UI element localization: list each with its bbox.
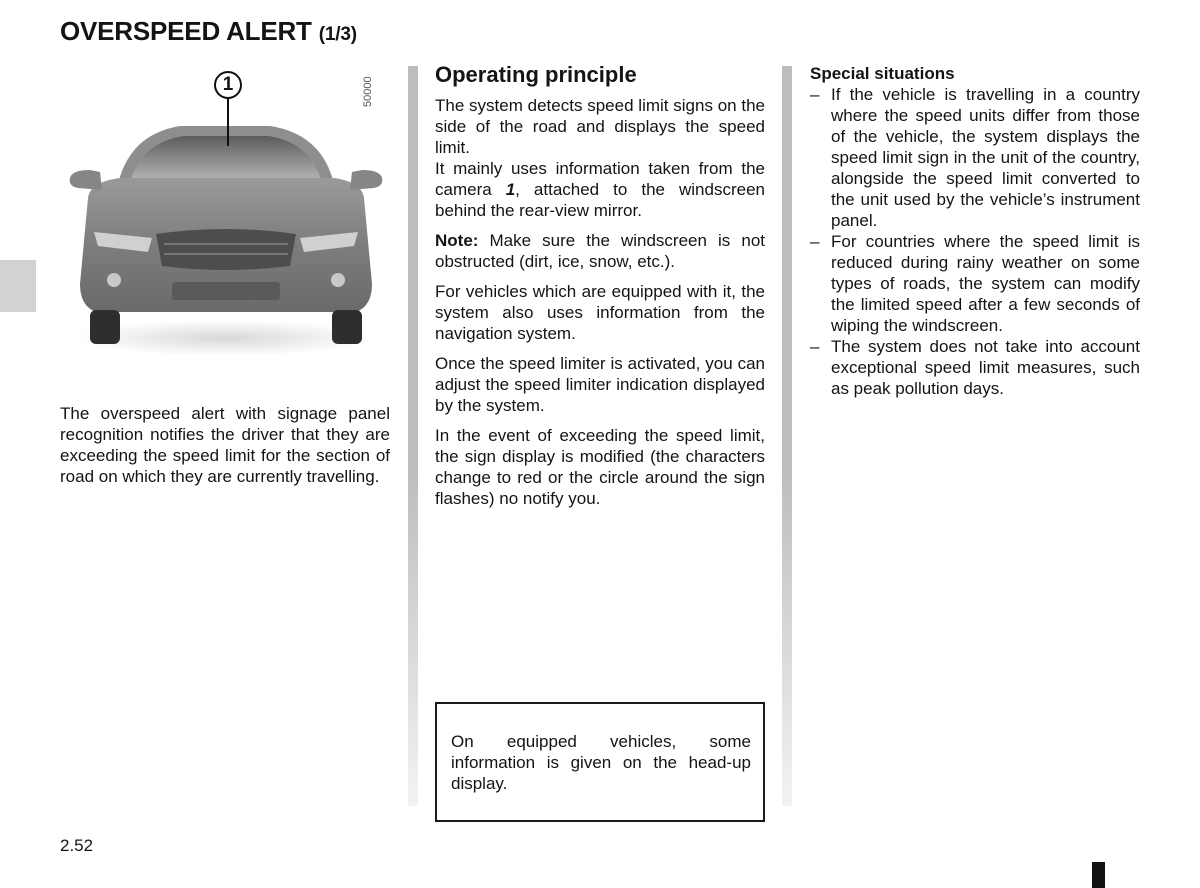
special-situations-section [810,63,1140,399]
figure-code: 50000 [362,76,374,108]
intro-paragraph: The overspeed alert with signage panel recognition notifies the driver that they are exceeding the speed limit for the section of road on which they are currently travelling. [60,404,390,486]
paragraph-navigation: For vehicles which are equipped with it, the system also uses information from the navigation system. [435,282,765,343]
column-divider-right [782,66,792,806]
page-edge-marker [1092,862,1105,888]
paragraph-note [435,230,765,272]
paragraph-camera-text: It mainly uses information taken from the camera [435,159,765,199]
page-number: 2.52 [60,836,94,855]
section-tab [0,260,36,312]
callout-label: 1 [222,74,234,95]
dash-marker: – [810,85,820,104]
head-up-display-note: On equipped vehicles, some information is given on the head-up display. [451,732,751,793]
camera-reference: 1 [505,180,516,199]
paragraph-camera [435,158,765,221]
operating-principle-body [435,95,765,518]
note-text: Make sure the windscreen is not obstructed (dirt, ice, snow, etc.). [435,231,765,271]
list-item-text: For countries where the speed limit is reduced during rainy weather on some types of roads, the system can modify the limited speed after a few seconds of wiping the windscreen. [831,232,1140,335]
list-item [810,231,1140,336]
list-item [810,84,1140,231]
car-front-image [60,66,394,366]
paragraph-detection: The system detects speed limit signs on the side of the road and displays the speed limit. [435,96,765,157]
list-item [810,336,1140,399]
section-heading-special-situations: Special situations [810,64,955,83]
dash-marker: – [810,337,820,356]
car-front-illustration [60,66,394,366]
page-title [60,16,357,47]
section-heading-operating-principle: Operating principle [435,62,637,87]
head-up-display-note-box [435,702,765,822]
special-situations-list [810,84,1140,399]
dash-marker: – [810,232,820,251]
page-title-text: OVERSPEED ALERT [60,16,312,46]
paragraph-limiter: Once the speed limiter is activated, you can adjust the speed limiter indication displayed by the system. [435,354,765,415]
list-item-text: If the vehicle is travelling in a country where the speed units differ from those of the vehicle, the system displays the speed limit sign in the unit of the country, alongside the speed limit converted to the unit used by the vehicle’s instrument panel. [831,85,1140,230]
paragraph-camera-text-end: , attached to the windscreen behind the rear-view mirror. [435,180,765,220]
paragraph-exceeding: In the event of exceeding the speed limit, the sign display is modified (the characters change to red or the circle around the sign flashes) no notify you. [435,426,765,508]
note-label: Note: [435,231,479,250]
column-divider-left [408,66,418,806]
page-title-part: (1/3) [318,24,357,45]
list-item-text: The system does not take into account exceptional speed limit measures, such as peak pollution days. [831,337,1140,398]
